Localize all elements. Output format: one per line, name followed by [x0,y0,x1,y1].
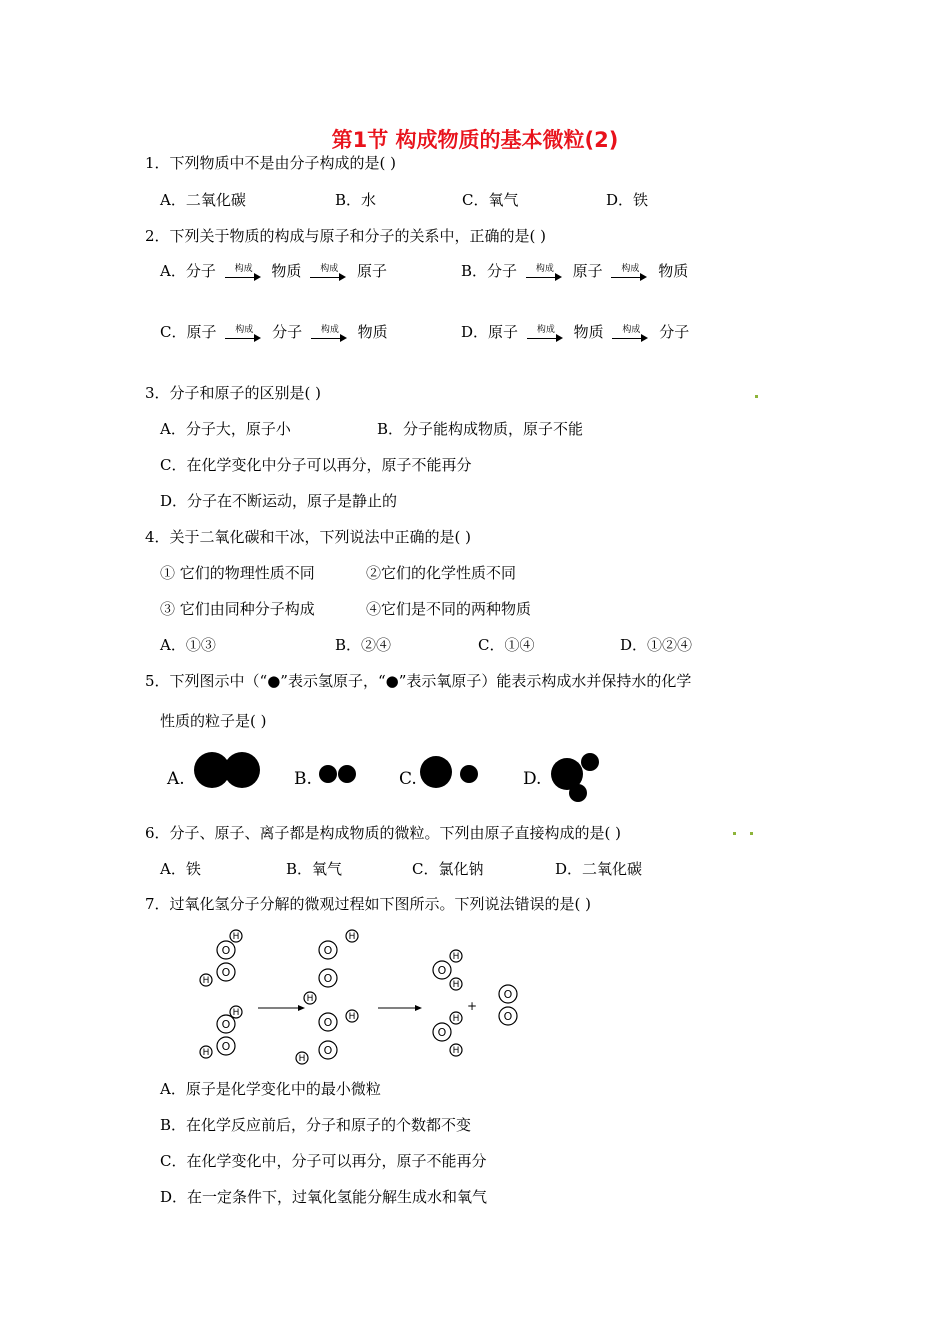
q2c-term-1: 原子 [186,323,217,341]
q2b-term-1: 分子 [487,262,518,280]
atom-small-icon [569,784,587,802]
q2-option-a [160,260,387,281]
hydrogen-atom-label: H [232,1008,240,1018]
oxygen-atom-label: O [221,944,231,957]
q6-option-a: A．铁 [160,860,201,878]
q2a-term-3: 原子 [357,262,388,280]
reaction-arrow-head-icon [298,1005,305,1011]
compose-arrow-icon: 构成 [526,265,564,279]
compose-arrow-icon: 构成 [310,265,348,279]
oxygen-atom-label: O [221,1040,231,1053]
question-4-stem: 4．关于二氧化碳和干冰，下列说法中正确的是( ) [145,528,472,546]
q4-statement-1: ① 它们的物理性质不同 [160,564,315,582]
hydrogen-atom-label: H [348,1012,356,1022]
q5-label-b: B. [294,769,312,789]
compose-arrow-icon: 构成 [612,326,650,340]
atom-large-icon [420,756,452,788]
q4-statement-2: ②它们的化学性质不同 [366,564,517,582]
q2b-term-2: 原子 [572,262,603,280]
atom-small-icon [338,765,356,783]
question-3-stem: 3．分子和原子的区别是( ) [145,384,322,402]
hydrogen-atom-label: H [202,976,210,986]
q4-option-c: C．①④ [478,636,535,654]
oxygen-atom-label: O [221,1018,231,1031]
q3-option-b: B．分子能构成物质，原子不能 [377,420,584,438]
q7-option-b: B．在化学反应前后，分子和原子的个数都不变 [160,1116,472,1134]
q3-option-d: D．分子在不断运动，原子是静止的 [160,492,398,510]
q2a-letter: A． [160,262,186,280]
compose-arrow-icon: 构成 [311,326,349,340]
q2c-term-3: 物质 [357,323,388,341]
compose-arrow-icon: 构成 [225,326,263,340]
oxygen-atom-label: O [323,972,333,985]
q4-statement-4: ④它们是不同的两种物质 [366,600,532,618]
q5-molecule-figure [0,748,950,808]
q3-option-c: C．在化学变化中分子可以再分，原子不能再分 [160,456,472,474]
hydrogen-atom-label: H [452,952,460,962]
oxygen-atom-label: O [221,966,231,979]
q2-option-d [461,321,689,342]
q7-option-c: C．在化学变化中，分子可以再分，原子不能再分 [160,1152,487,1170]
oxygen-atom-label: O [323,1044,333,1057]
q1-option-d: D．铁 [606,191,649,209]
q7-option-d: D．在一定条件下，过氧化氢能分解生成水和氧气 [160,1188,488,1206]
oxygen-atom-label: O [323,1016,333,1029]
q2d-term-2: 物质 [573,323,604,341]
q2b-term-3: 物质 [658,262,689,280]
oxygen-atom-label: O [437,1026,447,1039]
compose-arrow-icon: 构成 [527,326,565,340]
stray-dot [750,832,753,835]
q2-option-b [461,260,688,281]
question-2-stem: 2．下列关于物质的构成与原子和分子的关系中，正确的是( ) [145,227,547,245]
q2a-term-2: 物质 [271,262,302,280]
q6-option-c: C．氯化钠 [412,860,484,878]
plus-sign: + [466,999,478,1013]
q2d-letter: D． [461,323,489,341]
q5-label-c: C. [399,769,417,789]
q4-statement-3: ③ 它们由同种分子构成 [160,600,315,618]
hydrogen-atom-label: H [306,994,314,1004]
q2c-letter: C． [160,323,187,341]
hydrogen-atom-label: H [452,1014,460,1024]
stray-dot [755,395,758,398]
q1-option-b: B．水 [335,191,377,209]
q2d-term-1: 原子 [488,323,519,341]
question-5-stem-cont: 性质的粒子是( ) [160,712,267,730]
q4-option-d: D．①②④ [620,636,693,654]
oxygen-atom-label: O [503,988,513,1001]
q6-option-b: B．氧气 [286,860,343,878]
q6-option-d: D．二氧化碳 [555,860,643,878]
q2-option-c [160,321,388,342]
atom-large-icon [224,752,260,788]
oxygen-atom-label: O [503,1010,513,1023]
question-7-stem: 7．过氧化氢分子分解的微观过程如下图所示。下列说法错误的是( ) [145,895,592,913]
hydrogen-atom-label: H [348,932,356,942]
q2a-term-1: 分子 [185,262,216,280]
q2c-term-2: 分子 [272,323,303,341]
q1-option-c: C．氧气 [462,191,519,209]
oxygen-atom-label: O [323,944,333,957]
reaction-arrow-head-icon [415,1005,422,1011]
hydrogen-atom-label: H [232,932,240,942]
atom-small-icon [319,765,337,783]
stray-dot [733,832,736,835]
q4-option-b: B．②④ [335,636,392,654]
question-1-stem: 1．下列物质中不是由分子构成的是( ) [145,154,397,172]
atom-small-icon [581,753,599,771]
q3-option-a: A．分子大，原子小 [160,420,291,438]
compose-arrow-icon: 构成 [225,265,263,279]
q5-label-a: A. [167,769,185,789]
q4-option-a: A．①③ [160,636,216,654]
q2b-letter: B． [461,262,488,280]
question-5-stem: 5．下列图示中（“●”表示氢原子，“●”表示氧原子）能表示构成水并保持水的化学 [145,672,692,690]
oxygen-atom-label: O [437,964,447,977]
hydrogen-atom-label: H [202,1048,210,1058]
hydrogen-atom-label: H [298,1054,306,1064]
q1-option-a: A．二氧化碳 [160,191,246,209]
q2d-term-3: 分子 [659,323,690,341]
q5-label-d: D. [523,769,542,789]
hydrogen-atom-label: H [452,980,460,990]
q7-option-a: A．原子是化学变化中的最小微粒 [160,1080,381,1098]
page-title: 第1节 构成物质的基本微粒(2) [331,128,619,152]
question-6-stem: 6．分子、原子、离子都是构成物质的微粒。下列由原子直接构成的是( ) [145,824,622,842]
compose-arrow-icon: 构成 [611,265,649,279]
atom-small-icon [460,765,478,783]
h2o2-decomposition-diagram [190,928,550,1068]
hydrogen-atom-label: H [452,1046,460,1056]
